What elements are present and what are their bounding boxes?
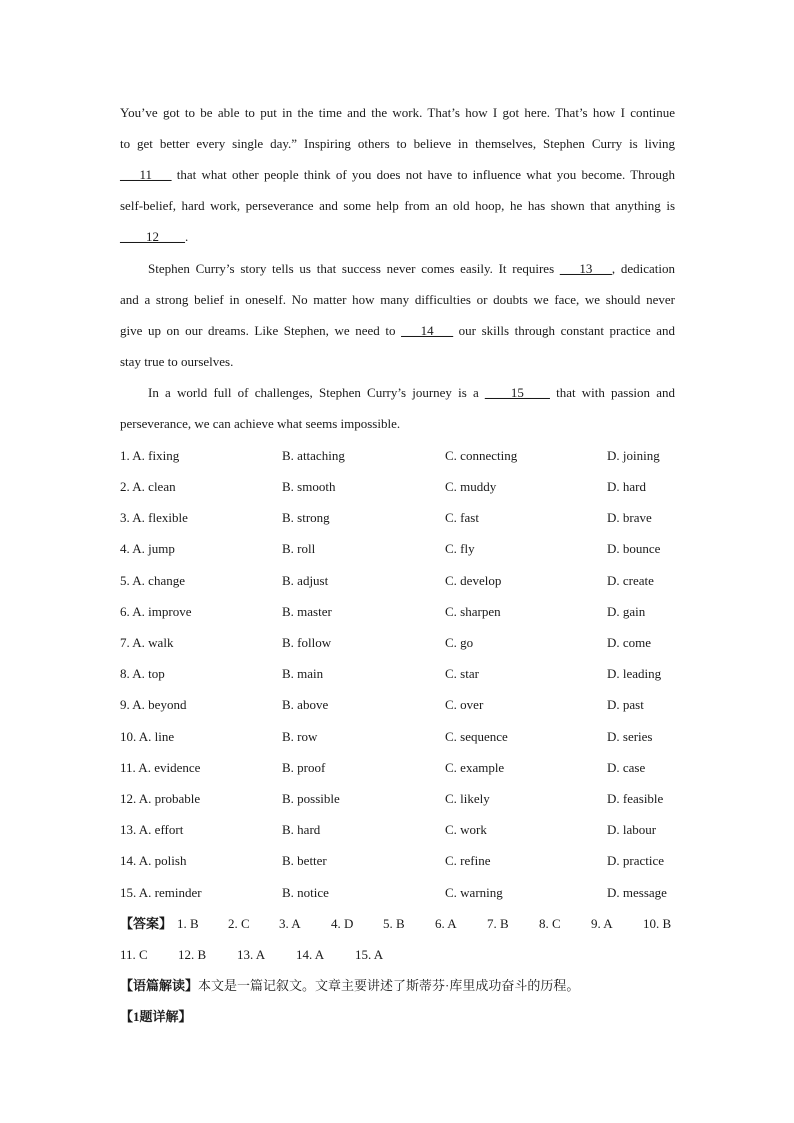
answer-item: 13. A	[237, 947, 266, 962]
option-b: B. row	[282, 729, 318, 744]
option-c: C. sequence	[445, 729, 508, 744]
option-c: C. go	[445, 635, 474, 650]
option-d: D. bounce	[607, 541, 661, 556]
option-c: C. refine	[445, 853, 491, 868]
option-d: D. leading	[607, 666, 662, 681]
passage-line	[120, 322, 675, 340]
detail-heading: 【1题详解】	[120, 1009, 192, 1024]
option-a: 13. A. effort	[120, 822, 184, 837]
analysis-line	[120, 977, 675, 995]
option-d: D. past	[607, 697, 644, 712]
option-b: B. possible	[282, 791, 340, 806]
option-c: C. fast	[445, 510, 479, 525]
option-a: 3. A. flexible	[120, 510, 188, 525]
option-d: D. come	[607, 635, 652, 650]
answer-item: 15. A	[355, 947, 384, 962]
option-c: C. muddy	[445, 479, 497, 494]
blank-11: ___11___	[120, 167, 172, 182]
passage-line: perseverance, we can achieve what seems impossible.	[120, 416, 401, 431]
passage-line	[120, 228, 675, 246]
option-b: B. attaching	[282, 448, 345, 463]
option-a: 9. A. beyond	[120, 697, 187, 712]
option-d: D. brave	[607, 510, 652, 525]
passage-text: In a world full of challenges, Stephen Curry’s journey is a	[148, 385, 485, 400]
passage-line	[120, 166, 675, 184]
answer-item: 9. A	[591, 916, 613, 931]
passage-text: our skills through constant practice and	[453, 323, 676, 338]
analysis-label: 【语篇解读】	[120, 978, 199, 993]
option-a: 8. A. top	[120, 666, 165, 681]
option-b: B. hard	[282, 822, 321, 837]
option-a: 2. A. clean	[120, 479, 176, 494]
blank-13: ___13___	[559, 261, 612, 276]
answer-item: 12. B	[178, 947, 207, 962]
option-c: C. warning	[445, 885, 503, 900]
answer-item: 10. B	[643, 916, 672, 931]
option-a: 7. A. walk	[120, 635, 174, 650]
answer-item: 7. B	[487, 916, 509, 931]
option-c: C. example	[445, 760, 505, 775]
blank-14: ___14___	[401, 323, 454, 338]
option-b: B. smooth	[282, 479, 336, 494]
option-b: B. proof	[282, 760, 326, 775]
option-c: C. likely	[445, 791, 490, 806]
option-d: D. labour	[607, 822, 657, 837]
option-b: B. master	[282, 604, 332, 619]
option-a: 11. A. evidence	[120, 760, 201, 775]
option-b: B. adjust	[282, 573, 329, 588]
answer-item: 2. C	[228, 916, 250, 931]
passage-text: Stephen Curry’s story tells us that success never comes easily. It requires	[148, 261, 560, 276]
passage-text: that with passion and	[549, 385, 675, 400]
option-b: B. roll	[282, 541, 316, 556]
option-c: C. over	[445, 697, 484, 712]
answer-item: 3. A	[279, 916, 301, 931]
option-d: D. joining	[607, 448, 660, 463]
option-c: C. develop	[445, 573, 502, 588]
blank-15: ____15____	[484, 385, 550, 400]
option-c: C. sharpen	[445, 604, 501, 619]
passage-line: stay true to ourselves.	[120, 354, 234, 369]
option-c: C. star	[445, 666, 479, 681]
answer-item: 5. B	[383, 916, 405, 931]
answer-item: 8. C	[539, 916, 561, 931]
option-c: C. connecting	[445, 448, 518, 463]
option-b: B. strong	[282, 510, 330, 525]
option-b: B. notice	[282, 885, 329, 900]
option-a: 4. A. jump	[120, 541, 175, 556]
passage-text: .	[185, 229, 189, 244]
option-c: C. fly	[445, 541, 475, 556]
option-d: D. feasible	[607, 791, 664, 806]
option-a: 1. A. fixing	[120, 448, 180, 463]
analysis-text: 本文是一篇记叙文。文章主要讲述了斯蒂芬·库里成功奋斗的历程。	[198, 978, 580, 993]
answer-item: 11. C	[120, 947, 148, 962]
passage-text: that what other people think of you does not have to influence what you become. Through	[171, 167, 675, 182]
option-a: 6. A. improve	[120, 604, 192, 619]
option-d: D. message	[607, 885, 667, 900]
option-a: 15. A. reminder	[120, 885, 202, 900]
option-d: D. series	[607, 729, 653, 744]
passage-line: and a strong belief in oneself. No matter how many difficulties or doubts we face, we should never	[120, 292, 675, 307]
option-d: D. create	[607, 573, 654, 588]
blank-12: ____12____	[120, 229, 185, 244]
answer-label: 【答案】	[120, 916, 173, 931]
option-b: B. above	[282, 697, 329, 712]
answer-item: 14. A	[296, 947, 325, 962]
option-d: D. case	[607, 760, 646, 775]
option-b: B. follow	[282, 635, 332, 650]
passage-line	[148, 384, 675, 402]
passage-line: self-belief, hard work, perseverance and some help from an old hoop, he has shown that anything is	[120, 198, 675, 213]
option-d: D. practice	[607, 853, 665, 868]
passage-text: , dedication	[611, 261, 675, 276]
option-d: D. gain	[607, 604, 646, 619]
passage-text: give up on our dreams. Like Stephen, we need to	[120, 323, 402, 338]
option-a: 14. A. polish	[120, 853, 187, 868]
answer-item: 6. A	[435, 916, 457, 931]
option-d: D. hard	[607, 479, 646, 494]
answer-item: 1. B	[177, 916, 199, 931]
option-b: B. better	[282, 853, 327, 868]
option-a: 5. A. change	[120, 573, 185, 588]
option-b: B. main	[282, 666, 324, 681]
passage-line: You’ve got to be able to put in the time and the work. That’s how I got here. That’s how I continue	[120, 105, 675, 120]
option-c: C. work	[445, 822, 487, 837]
passage-line: to get better every single day.” Inspiring others to believe in themselves, Stephen Curry is living	[120, 136, 675, 151]
option-a: 12. A. probable	[120, 791, 201, 806]
passage-line	[148, 260, 675, 278]
answer-item: 4. D	[331, 916, 354, 931]
option-a: 10. A. line	[120, 729, 175, 744]
